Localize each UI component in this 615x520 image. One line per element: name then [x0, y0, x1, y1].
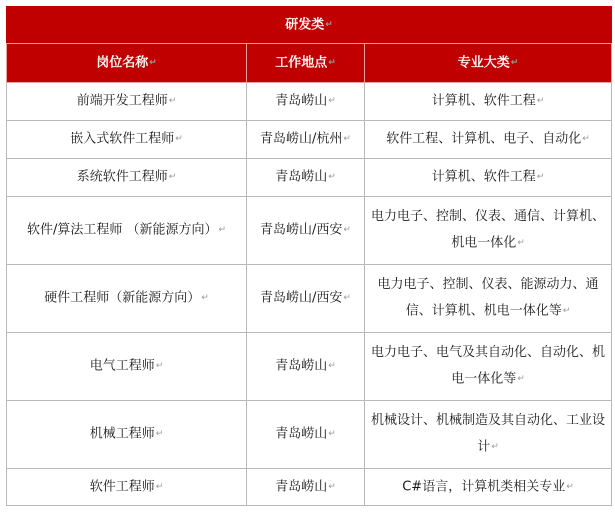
position-cell: 软件工程师↵ — [7, 469, 247, 506]
position-cell: 硬件工程师（新能源方向）↵ — [7, 265, 247, 333]
recruitment-table-container — [6, 6, 611, 506]
position-cell: 软件/算法工程师 （新能源方向）↵ — [7, 197, 247, 265]
table-row — [7, 121, 612, 159]
paragraph-mark-icon: ↵ — [328, 481, 336, 492]
major-cell: 软件工程、计算机、电子、自动化↵ — [365, 121, 612, 159]
paragraph-mark-icon: ↵ — [536, 172, 545, 183]
location-cell: 青岛崂山/西安↵ — [247, 197, 365, 265]
position-cell: 前端开发工程师↵ — [7, 83, 247, 121]
major-cell: 计算机、软件工程↵ — [365, 83, 612, 121]
paragraph-mark-icon: ↵ — [155, 481, 164, 492]
position-cell: 电气工程师↵ — [7, 333, 247, 401]
paragraph-mark-icon: ↵ — [325, 19, 333, 30]
paragraph-mark-icon: ↵ — [328, 361, 336, 372]
table-row — [7, 197, 612, 265]
paragraph-mark-icon: ↵ — [510, 57, 519, 68]
major-cell: 电力电子、电气及其自动化、自动化、机电一体化等↵ — [365, 333, 612, 401]
major-cell: 计算机、软件工程↵ — [365, 159, 612, 197]
location-cell: 青岛崂山/杭州↵ — [247, 121, 365, 159]
paragraph-mark-icon: ↵ — [328, 429, 336, 440]
header-major: 专业大类↵ — [365, 44, 612, 83]
table-row — [7, 333, 612, 401]
location-cell: 青岛崂山/西安↵ — [247, 265, 365, 333]
paragraph-mark-icon: ↵ — [149, 57, 157, 68]
major-cell: 机械设计、机械制造及其自动化、工业设计↵ — [365, 401, 612, 469]
table-row — [7, 401, 612, 469]
paragraph-mark-icon: ↵ — [218, 225, 227, 236]
header-position: 岗位名称↵ — [7, 44, 247, 83]
location-cell: 青岛崂山↵ — [247, 333, 365, 401]
paragraph-mark-icon: ↵ — [517, 238, 525, 249]
paragraph-mark-icon: ↵ — [491, 442, 499, 453]
major-cell: 电力电子、控制、仪表、通信、计算机、机电一体化↵ — [365, 197, 612, 265]
paragraph-mark-icon: ↵ — [201, 293, 209, 304]
paragraph-mark-icon: ↵ — [517, 374, 525, 385]
paragraph-mark-icon: ↵ — [582, 134, 590, 145]
table-title: 研发类 — [285, 17, 325, 33]
paragraph-mark-icon: ↵ — [536, 96, 545, 107]
table-row — [7, 469, 612, 506]
location-cell: 青岛崂山↵ — [247, 159, 365, 197]
table-row — [7, 159, 612, 197]
location-cell: 青岛崂山↵ — [247, 83, 365, 121]
paragraph-mark-icon: ↵ — [155, 429, 164, 440]
table-title-row — [7, 7, 612, 44]
paragraph-mark-icon: ↵ — [343, 293, 351, 304]
paragraph-mark-icon: ↵ — [155, 361, 164, 372]
paragraph-mark-icon: ↵ — [168, 96, 177, 107]
table-header-row — [7, 44, 612, 83]
paragraph-mark-icon: ↵ — [566, 481, 574, 492]
table-row — [7, 265, 612, 333]
table-title-cell — [7, 7, 612, 44]
position-cell: 系统软件工程师↵ — [7, 159, 247, 197]
paragraph-mark-icon: ↵ — [343, 134, 351, 145]
paragraph-mark-icon: ↵ — [343, 225, 351, 236]
paragraph-mark-icon: ↵ — [328, 172, 336, 183]
position-cell: 机械工程师↵ — [7, 401, 247, 469]
paragraph-mark-icon: ↵ — [328, 96, 336, 107]
paragraph-mark-icon: ↵ — [562, 306, 571, 317]
paragraph-mark-icon: ↵ — [328, 57, 336, 68]
position-cell: 嵌入式软件工程师↵ — [7, 121, 247, 159]
paragraph-mark-icon: ↵ — [168, 172, 177, 183]
paragraph-mark-icon: ↵ — [175, 134, 183, 145]
location-cell: 青岛崂山↵ — [247, 469, 365, 506]
header-location: 工作地点↵ — [247, 44, 365, 83]
recruitment-table — [6, 6, 612, 506]
major-cell: C#语言，计算机类相关专业↵ — [365, 469, 612, 506]
major-cell: 电力电子、控制、仪表、能源动力、通信、计算机、机电一体化等↵ — [365, 265, 612, 333]
table-row — [7, 83, 612, 121]
location-cell: 青岛崂山↵ — [247, 401, 365, 469]
